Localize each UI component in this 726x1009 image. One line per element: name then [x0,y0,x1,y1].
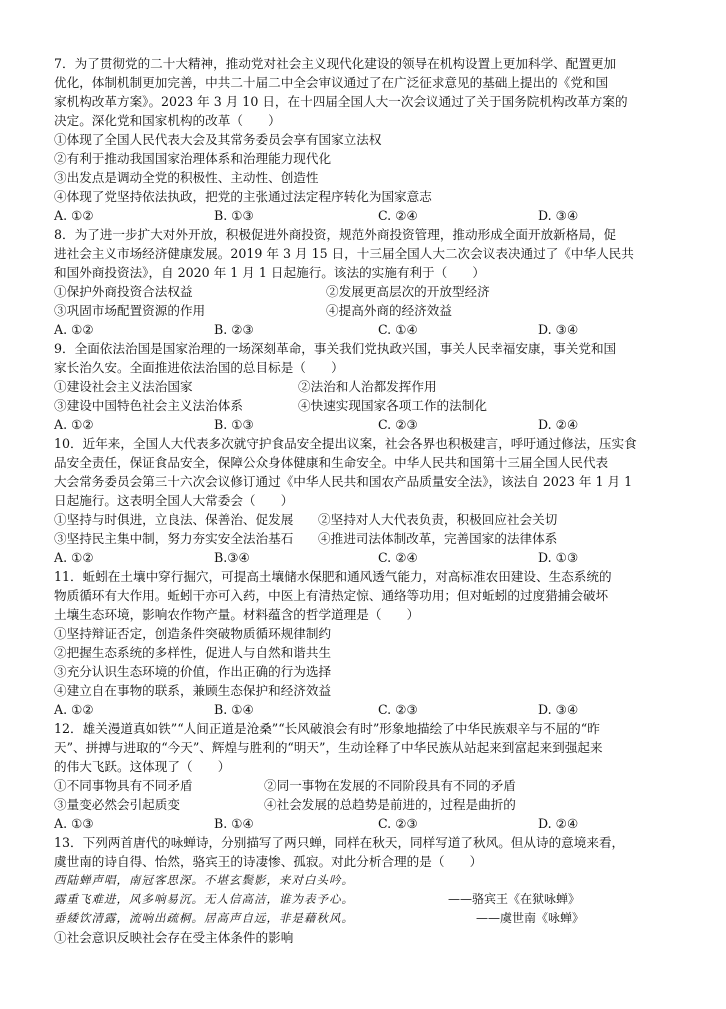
q11-choice-c: C. ②③ [378,702,418,717]
q11-line-2: 物质循环有大作用。蚯蚓干亦可入药，中医上有清热定惊、通络等功用；但对蚯蚓的过度猎捕会破坏 [54,588,609,603]
q9-choice-d: D. ②④ [538,417,579,432]
q13-statement-1: ①社会意识反映社会存在受主体条件的影响 [54,930,294,945]
q11-statement-4: ④建立自在事物的联系，兼顾生态保护和经济效益 [54,683,332,698]
q7-statement-3: ③出发点是调动全党的积极性、主动性、创造性 [54,170,319,185]
q10-statement-1: ①坚持与时俱进，立良法、保善治、促发展 [54,512,294,527]
q8-statement-3: ③巩固市场配置资源的作用 [54,303,206,318]
q8-statement-1: ①保护外商投资合法权益 [54,284,193,299]
q8-choice-b: B. ②③ [214,322,254,337]
q7-line-3: 家机构改革方案》。2023 年 3 月 10 日，在十四届全国人大一次会议通过了关于国务院机构改革方案的 [54,94,628,109]
q7-choice-c: C. ②④ [378,208,418,223]
q9-statement-4: ④快速实现国家各项工作的法制化 [298,398,487,413]
q7-choice-d: D. ③④ [538,208,579,223]
q9-line-2: 家长治久安。全面推进依法治国的总目标是（ ） [54,360,344,375]
q12-choice-b: B. ①④ [214,816,254,831]
q12-statement-4: ④社会发展的总趋势是前进的，过程是曲折的 [264,797,516,812]
q8-statement-2: ②发展更高层次的开放型经济 [326,284,490,299]
q8-line-1: 8．为了进一步扩大对外开放，积极促进外商投资，规范外商投资管理，推动形成全面开放新格局，促 [54,227,617,242]
q7-statement-1: ①体现了全国人民代表大会及其常务委员会享有国家立法权 [54,132,382,147]
q11-choice-a: A. ①② [54,702,94,717]
q9-choice-c: C. ②③ [378,417,418,432]
q9-statement-2: ②法治和人治都发挥作用 [298,379,437,394]
q7-line-4: 决定。深化党和国家机构的改革（ ） [54,113,281,128]
q8-statement-4: ④提高外商的经济效益 [326,303,452,318]
q9-choice-b: B. ①③ [214,417,254,432]
q13-line-1: 13．下列两首唐代的咏蝉诗，分别描写了两只蝉，同样在秋天，同样写道了秋风。但从诗的意境来看， [54,835,625,850]
q10-choice-a: A. ①② [54,550,94,565]
q10-line-4: 日起施行。这表明全国人大常委会（ ） [54,493,294,508]
q10-statement-3: ③坚持民主集中制，努力夯实安全法治基石 [54,531,294,546]
q12-statement-2: ②同一事物在发展的不同阶段具有不同的矛盾 [264,778,516,793]
q7-statement-4: ④体现了党坚持依法执政，把党的主张通过法定程序转化为国家意志 [54,189,432,204]
q8-line-2: 进社会主义市场经济健康发展。2019 年 3 月 15 日，十三届全国人大二次会议表决通过了《中华人民共 [54,246,634,261]
poem-line-1: 西陆蝉声唱，南冠客思深。不堪玄鬓影，来对白头吟。 [54,873,354,887]
q12-line-2: 天”、拼搏与进取的“今天”、辉煌与胜利的“明天”，生动诠释了中华民族从站起来到富起来到强起来 [54,740,603,755]
poem-attribution-2: ——虞世南《咏蝉》 [476,911,585,925]
q8-choice-a: A. ①② [54,322,94,337]
q10-line-1: 10．近年来，全国人大代表多次就守护食品安全提出议案，社会各界也积极建言，呼吁通过修法，压实食 [54,436,637,451]
poem-line-2: 露重飞难进，风多响易沉。无人信高洁，谁为表予心。 [54,892,354,906]
q12-choice-c: C. ②③ [378,816,418,831]
q10-choice-c: C. ②④ [378,550,418,565]
q10-choice-b: B.③④ [214,550,250,565]
q11-line-3: 土壤生态环境，影响农作物产量。材料蕴含的哲学道理是（ ） [54,607,420,622]
q7-line-1: 7．为了贯彻党的二十大精神，推动党对社会主义现代化建设的领导在机构设置上更加科学、配置更加 [54,56,617,71]
q7-choice-b: B. ①③ [214,208,254,223]
q7-statement-2: ②有利于推动我国国家治理体系和治理能力现代化 [54,151,332,166]
q12-line-1: 12．雄关漫道真如铁”“人间正道是沧桑”“长风破浪会有时”形象地描绘了中华民族艰辛与不屈的“昨 [54,721,600,736]
q13-line-2: 虞世南的诗自得、怡然，骆宾王的诗凄惨、孤寂。对此分析合理的是（ ） [54,854,483,869]
poem-attribution-1: ——骆宾王《在狱咏蝉》 [448,892,581,906]
q11-statement-2: ②把握生态系统的多样性，促进人与自然和谐共生 [54,645,332,660]
q12-choice-a: A. ①③ [54,816,94,831]
q7-choice-a: A. ①② [54,208,94,223]
q9-line-1: 9．全面依法治国是国家治理的一场深刻革命，事关我们党执政兴国，事关人民幸福安康，事关党和国 [54,341,617,356]
q9-choice-a: A. ①② [54,417,94,432]
q9-statement-1: ①建设社会主义法治国家 [54,379,193,394]
q10-line-3: 大会常务委员会第三十六次会议修订通过《中华人民共和国农产品质量安全法》，该法自 2023 年 1 月 1 [54,474,633,489]
q10-choice-d: D. ①③ [538,550,579,565]
q8-choice-c: C. ①④ [378,322,418,337]
q11-statement-1: ①坚持辩证否定，创造条件突破物质循环规律制约 [54,626,332,641]
q12-line-3: 的伟大飞跃。这体现了（ ） [54,759,231,774]
q8-line-3: 和国外商投资法》，自 2020 年 1 月 1 日起施行。该法的实施有利于（ ） [54,265,486,280]
q12-statement-3: ③量变必然会引起质变 [54,797,180,812]
q9-statement-3: ③建设中国特色社会主义法治体系 [54,398,243,413]
q12-choice-d: D. ②④ [538,816,579,831]
q11-choice-b: B. ①④ [214,702,254,717]
poem-line-3: 垂緌饮清露，流响出疏桐。居高声自远，非是藉秋风。 [54,911,354,925]
q11-choice-d: D. ③④ [538,702,579,717]
q10-line-2: 品安全责任，保证食品安全，保障公众身体健康和生命安全。中华人民共和国第十三届全国人民代表 [54,455,609,470]
q7-line-2: 优化，体制机制更加完善，中共二十届二中全会审议通过了在广泛征求意见的基础上提出的《党和国 [54,75,609,90]
q11-line-1: 11．蚯蚓在土壤中穿行掘穴，可提高土壤储水保肥和通风透气能力，对高标准农田建设、生态系统的 [54,569,612,584]
q10-statement-4: ④推进司法体制改革，完善国家的法律体系 [318,531,558,546]
q12-statement-1: ①不同事物具有不同矛盾 [54,778,193,793]
q10-statement-2: ②坚持对人大代表负责，积极回应社会关切 [318,512,558,527]
q8-choice-d: D. ③④ [538,322,579,337]
q11-statement-3: ③充分认识生态环境的价值，作出正确的行为选择 [54,664,332,679]
